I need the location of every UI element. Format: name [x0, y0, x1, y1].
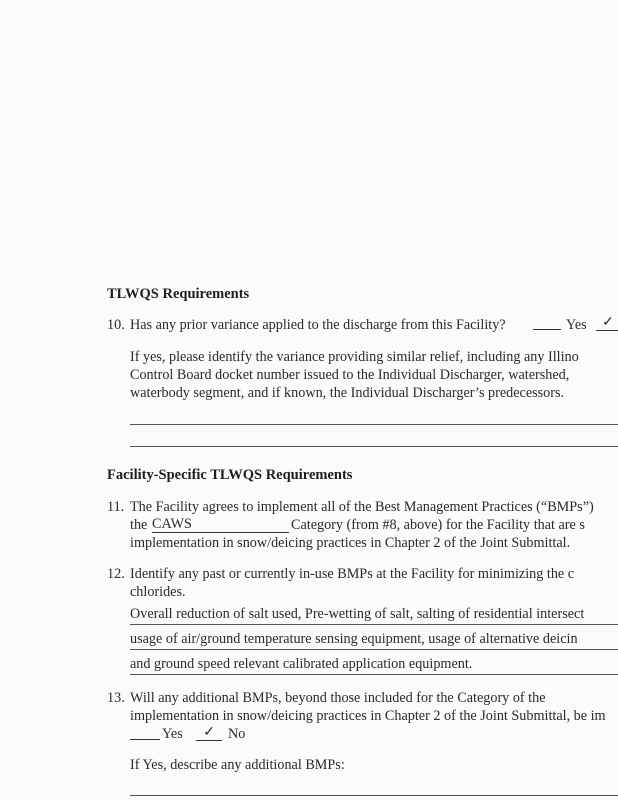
q12-line-2: chlorides.: [130, 584, 186, 600]
q10-no-check[interactable]: ✓: [596, 316, 618, 331]
q12-answer-line-2[interactable]: usage of air/ground temperature sensing equipment, usage of alternative deicin: [130, 631, 578, 647]
q10-yes-blank[interactable]: [533, 317, 561, 330]
q11-line-3: implementation in snow/deicing practices in Chapter 2 of the Joint Submittal.: [130, 535, 571, 551]
q11-category-field[interactable]: CAWS: [152, 517, 289, 533]
q11-line-1: The Facility agrees to implement all of the Best Management Practices (“BMPs”): [130, 499, 594, 515]
q10-followup-line-3: waterbody segment, and if known, the Individual Discharger’s predecessors.: [130, 385, 565, 401]
q11-line-2-suffix: Category (from #8, above) for the Facility that are s: [291, 517, 585, 533]
q12-answer-rule-1: [130, 624, 618, 625]
q13-line-2: implementation in snow/deicing practices in Chapter 2 of the Joint Submittal, be im: [130, 708, 606, 724]
q12-answer-line-1[interactable]: Overall reduction of salt used, Pre-wetting of salt, salting of residential intersect: [130, 606, 585, 622]
q10-followup-line-1: If yes, please identify the variance providing similar relief, including any Illino: [130, 349, 579, 365]
q10-answer-line-2[interactable]: [130, 446, 618, 447]
q10-yes-label: Yes: [566, 317, 587, 333]
q12-answer-line-3[interactable]: and ground speed relevant calibrated application equipment.: [130, 656, 473, 672]
q13-answer-line[interactable]: [130, 795, 618, 796]
q10-answer-line-1[interactable]: [130, 424, 618, 425]
q13-yes-blank[interactable]: [130, 727, 160, 740]
q12-answer-rule-2: [130, 649, 618, 650]
q12-answer-rule-3: [130, 674, 618, 675]
q13-yes-label: Yes: [162, 726, 183, 742]
q10-number: 10.: [107, 317, 125, 333]
section-heading-facility: Facility-Specific TLWQS Requirements: [107, 467, 353, 483]
q12-number: 12.: [107, 566, 125, 582]
q11-line-2-prefix: the: [130, 517, 148, 533]
q10-question: Has any prior variance applied to the discharge from this Facility?: [130, 317, 506, 333]
q13-followup: If Yes, describe any additional BMPs:: [130, 757, 345, 773]
section-heading-tlwqs: TLWQS Requirements: [107, 286, 250, 302]
q13-no-check[interactable]: ✓: [196, 726, 222, 741]
q13-number: 13.: [107, 690, 125, 706]
q13-no-label: No: [228, 726, 246, 742]
q12-line-1: Identify any past or currently in-use BMPs at the Facility for minimizing the c: [130, 566, 575, 582]
q11-number: 11.: [107, 499, 125, 515]
q10-followup-line-2: Control Board docket number issued to the Individual Discharger, watershed,: [130, 367, 570, 383]
q13-line-1: Will any additional BMPs, beyond those included for the Category of the: [130, 690, 546, 706]
